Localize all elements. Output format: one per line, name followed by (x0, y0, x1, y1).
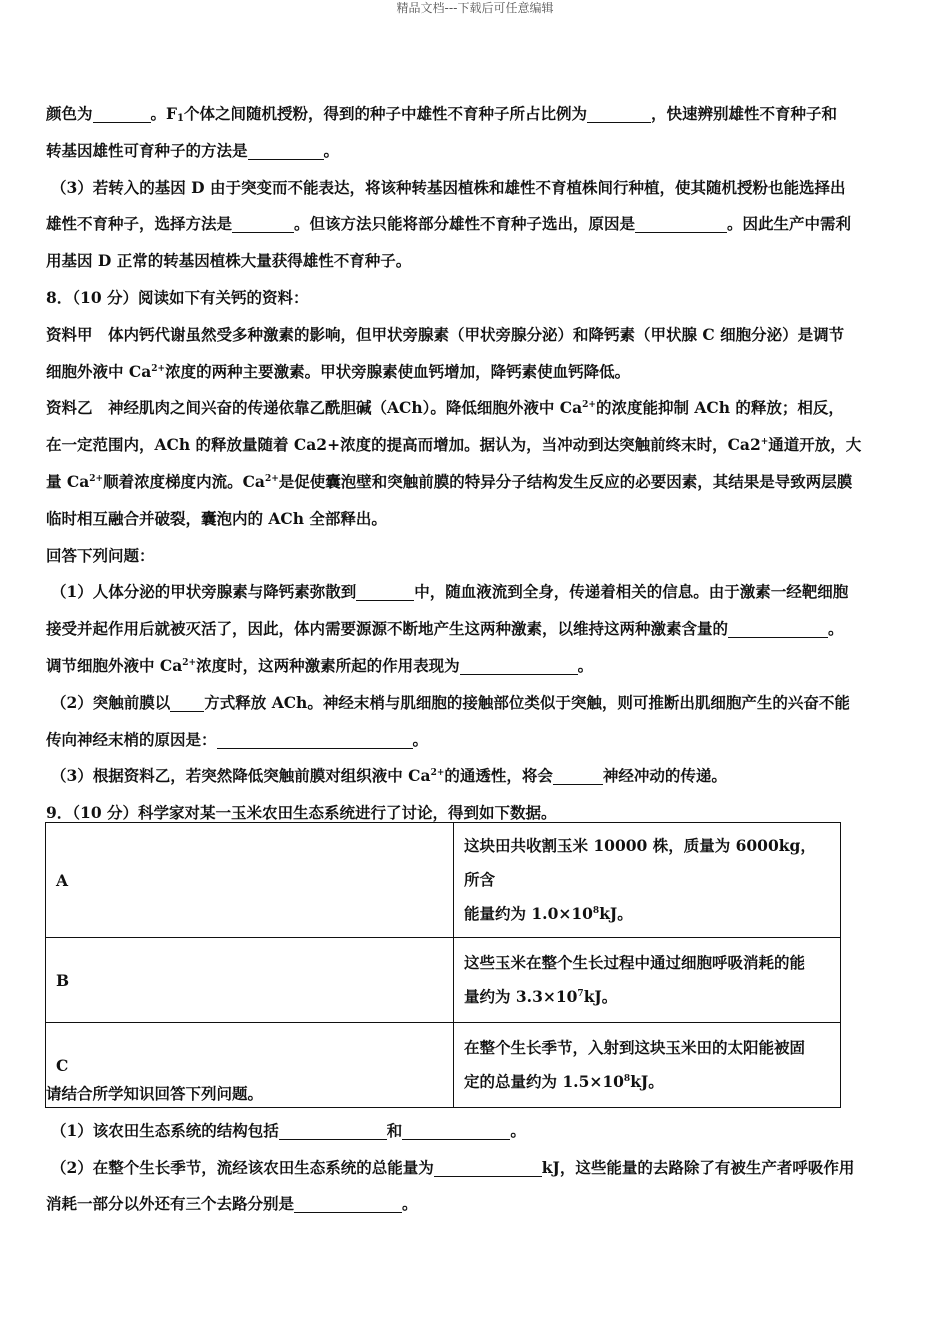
answer-blank[interactable] (248, 141, 324, 160)
row-key: B (46, 938, 454, 1023)
answer-blank[interactable] (434, 1158, 542, 1177)
question-body (46, 96, 906, 832)
q8-material-a-1: 资料甲 体内钙代谢虽然受多种激素的影响，但甲状旁腺素（甲状旁腺分泌）和降钙素（甲状腺 C 细胞分泌）是调节 (46, 324, 845, 344)
energy-data-table (45, 822, 841, 1108)
answer-blank[interactable] (232, 214, 294, 233)
q9-ask: 请结合所学知识回答下列问题。 (46, 1084, 264, 1103)
table-row (46, 823, 841, 938)
q8-ask: 回答下列问题： (46, 545, 155, 565)
q9-title: 9．（10 分）科学家对某一玉米农田生态系统进行了讨论，得到如下数据。 (46, 803, 557, 823)
q7-line-5: 用基因 D 正常的转基因植株大量获得雄性不育种子。 (46, 251, 412, 271)
q9-part-1: （1）该农田生态系统的结构包括 和 。 (51, 1120, 526, 1140)
answer-blank[interactable] (728, 619, 828, 638)
q8-material-b-3: 量 $Ca^{2+}$顺着浓度梯度内流。$Ca^{2+}$是促使囊泡壁和突触前膜的特异分子结构发生反应的必要因素，其结果是导致两层膜 (46, 471, 853, 491)
q8-part-1-line-3: 调节细胞外液中 $Ca^{2+}$浓度时，这两种激素所起的作用表现为 。 (46, 655, 594, 675)
table-row (46, 938, 841, 1023)
answer-blank[interactable] (402, 1121, 510, 1140)
answer-blank[interactable] (170, 693, 204, 712)
q8-title: 8．（10 分）阅读如下有关钙的资料： (46, 287, 309, 307)
q9-part-2-line-1: （2）在整个生长季节，流经该农田生态系统的总能量为 kJ，这些能量的去路除了有被生产者呼吸作用 (51, 1157, 855, 1177)
page-header: 精品文档---下载后可任意编辑 (396, 1, 554, 15)
answer-blank[interactable] (356, 582, 414, 601)
answer-blank[interactable] (93, 104, 151, 123)
q8-material-b-1: 资料乙 神经肌肉之间兴奋的传递依靠乙酰胆碱（ACh）。降低细胞外液中 $Ca^{2+}$的浓度能抑制 ACh 的释放；相反， (46, 398, 844, 418)
q8-part-3: （3）根据资料乙，若突然降低突触前膜对组织液中 $Ca^{2+}$的通透性，将会 神经冲动的传递。 (51, 766, 727, 786)
row-value: 这块田共收割玉米 10000 株，质量为 6000kg，所含 能量约为 $1.0\times 10^8kJ$。 (454, 823, 841, 938)
q7-line-4: 雄性不育种子，选择方法是 。但该方法只能将部分雄性不育种子选出，原因是 。因此生产中需利 (46, 214, 852, 234)
q8-part-1-line-1: （1）人体分泌的甲状旁腺素与降钙素弥散到 中，随血液流到全身，传递着相关的信息。由于激素一经靶细胞 (51, 582, 849, 602)
row-key: A (46, 823, 454, 938)
q7-line-1: 颜色为 。$F_1$个体之间随机授粉，得到的种子中雄性不育种子所占比例为 ，快速辨别雄性不育种子和 (46, 104, 838, 124)
q8-material-b-2: 在一定范围内，ACh 的释放量随着 Ca2+浓度的提高而增加。据认为，当冲动到达突触前终末时，Ca2+通道开放，大 (46, 435, 862, 455)
q9-questions (46, 1076, 906, 1223)
row-value: 在整个生长季节，入射到这块玉米田的太阳能被固 定的总量约为 $1.5\times 10^8kJ$。 (454, 1023, 841, 1108)
answer-blank[interactable] (635, 214, 727, 233)
q9-part-2-line-2: 消耗一部分以外还有三个去路分别是 。 (46, 1194, 418, 1214)
answer-blank[interactable] (553, 766, 603, 785)
q8-part-2-line-2: 传向神经末梢的原因是： 。 (46, 729, 429, 749)
q8-part-1-line-2: 接受并起作用后就被灭活了，因此，体内需要源源不断地产生这两种激素，以维持这两种激素含量的 。 (46, 619, 844, 639)
q8-part-2-line-1: （2）突触前膜以 方式释放 ACh。神经末梢与肌细胞的接触部位类似于突触，则可推断出肌细胞产生的兴奋不能 (51, 692, 850, 712)
answer-blank[interactable] (294, 1194, 402, 1213)
q8-material-a-2: 细胞外液中 $Ca^{2+}$浓度的两种主要激素。甲状旁腺素使血钙增加，降钙素使血钙降低。 (46, 361, 631, 381)
row-value: 这些玉米在整个生长过程中通过细胞呼吸消耗的能 量约为 $3.3\times 10^7kJ$。 (454, 938, 841, 1023)
q8-material-b-4: 临时相互融合并破裂，囊泡内的 ACh 全部释出。 (46, 508, 387, 528)
answer-blank[interactable] (217, 730, 413, 749)
answer-blank[interactable] (460, 656, 578, 675)
answer-blank[interactable] (587, 104, 651, 123)
q7-line-2: 转基因雄性可育种子的方法是 。 (46, 140, 340, 160)
answer-blank[interactable] (279, 1121, 387, 1140)
q7-line-3: （3）若转入的基因 D 由于突变而不能表达，将该种转基因植株和雄性不育植株间行种植，使其随机授粉也能选择出 (51, 177, 846, 197)
row-key: C (46, 1023, 454, 1108)
